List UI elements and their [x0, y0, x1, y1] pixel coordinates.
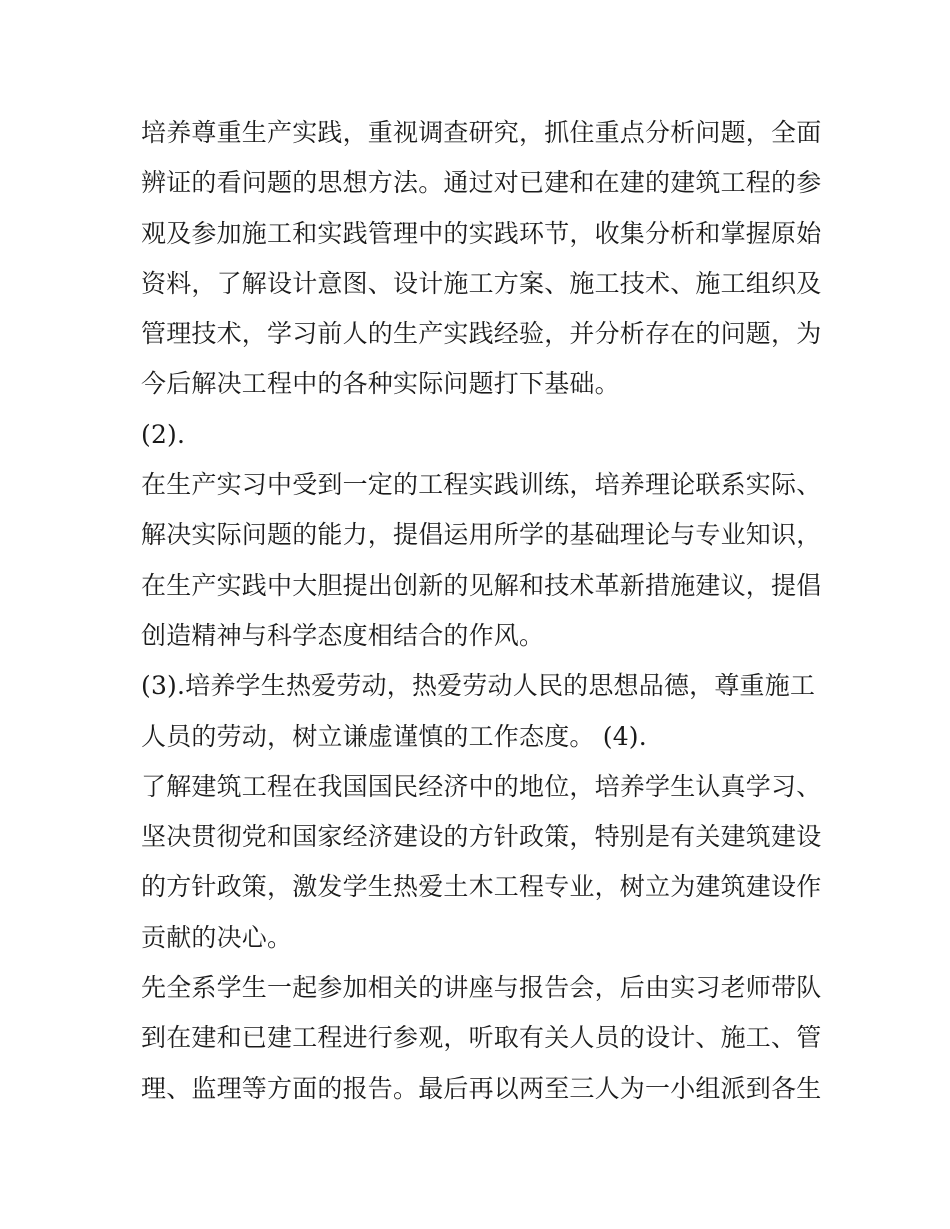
- text-line: 今后解决工程中的各种实际问题打下基础。: [141, 369, 620, 399]
- text-line: 人员的劳动，树立谦虚谨慎的工作态度。 (4).: [141, 721, 647, 751]
- text-line: 理、监理等方面的报告。最后再以两至三人为一小组派到各生: [141, 1073, 822, 1103]
- text-line: 先全系学生一起参加相关的讲座与报告会，后由实习老师带队: [141, 973, 822, 1003]
- text-line: 资料，了解设计意图、设计施工方案、施工技术、施工组织及: [141, 268, 822, 298]
- section-number-2: (2).: [141, 419, 186, 449]
- text-line: 贡献的决心。: [141, 922, 293, 952]
- text-line: 辨证的看问题的思想方法。通过对已建和在建的建筑工程的参: [141, 168, 822, 198]
- text-line: 的方针政策，激发学生热爱土木工程专业，树立为建筑建设作: [141, 872, 822, 902]
- text-line: 坚决贯彻党和国家经济建设的方针政策，特别是有关建筑建设: [141, 822, 822, 852]
- text-line: 解决实际问题的能力，提倡运用所学的基础理论与专业知识，: [141, 520, 822, 550]
- document-body: [141, 108, 821, 1114]
- text-line: 到在建和已建工程进行参观，听取有关人员的设计、施工、管: [141, 1023, 822, 1053]
- text-line: 在生产实践中大胆提出创新的见解和技术革新措施建议，提倡: [141, 570, 822, 600]
- text-line: (3).培养学生热爱劳动，热爱劳动人民的思想品德，尊重施工: [141, 671, 816, 701]
- text-line: 创造精神与科学态度相结合的作风。: [141, 620, 545, 650]
- text-line: 了解建筑工程在我国国民经济中的地位，培养学生认真学习、: [141, 771, 822, 801]
- text-line: 管理技术，学习前人的生产实践经验，并分析存在的问题，为: [141, 319, 822, 349]
- text-line: 培养尊重生产实践，重视调查研究，抓住重点分析问题，全面: [141, 118, 822, 147]
- text-line: 观及参加施工和实践管理中的实践环节，收集分析和掌握原始: [141, 218, 822, 248]
- text-line: 在生产实习中受到一定的工程实践训练，培养理论联系实际、: [141, 470, 822, 500]
